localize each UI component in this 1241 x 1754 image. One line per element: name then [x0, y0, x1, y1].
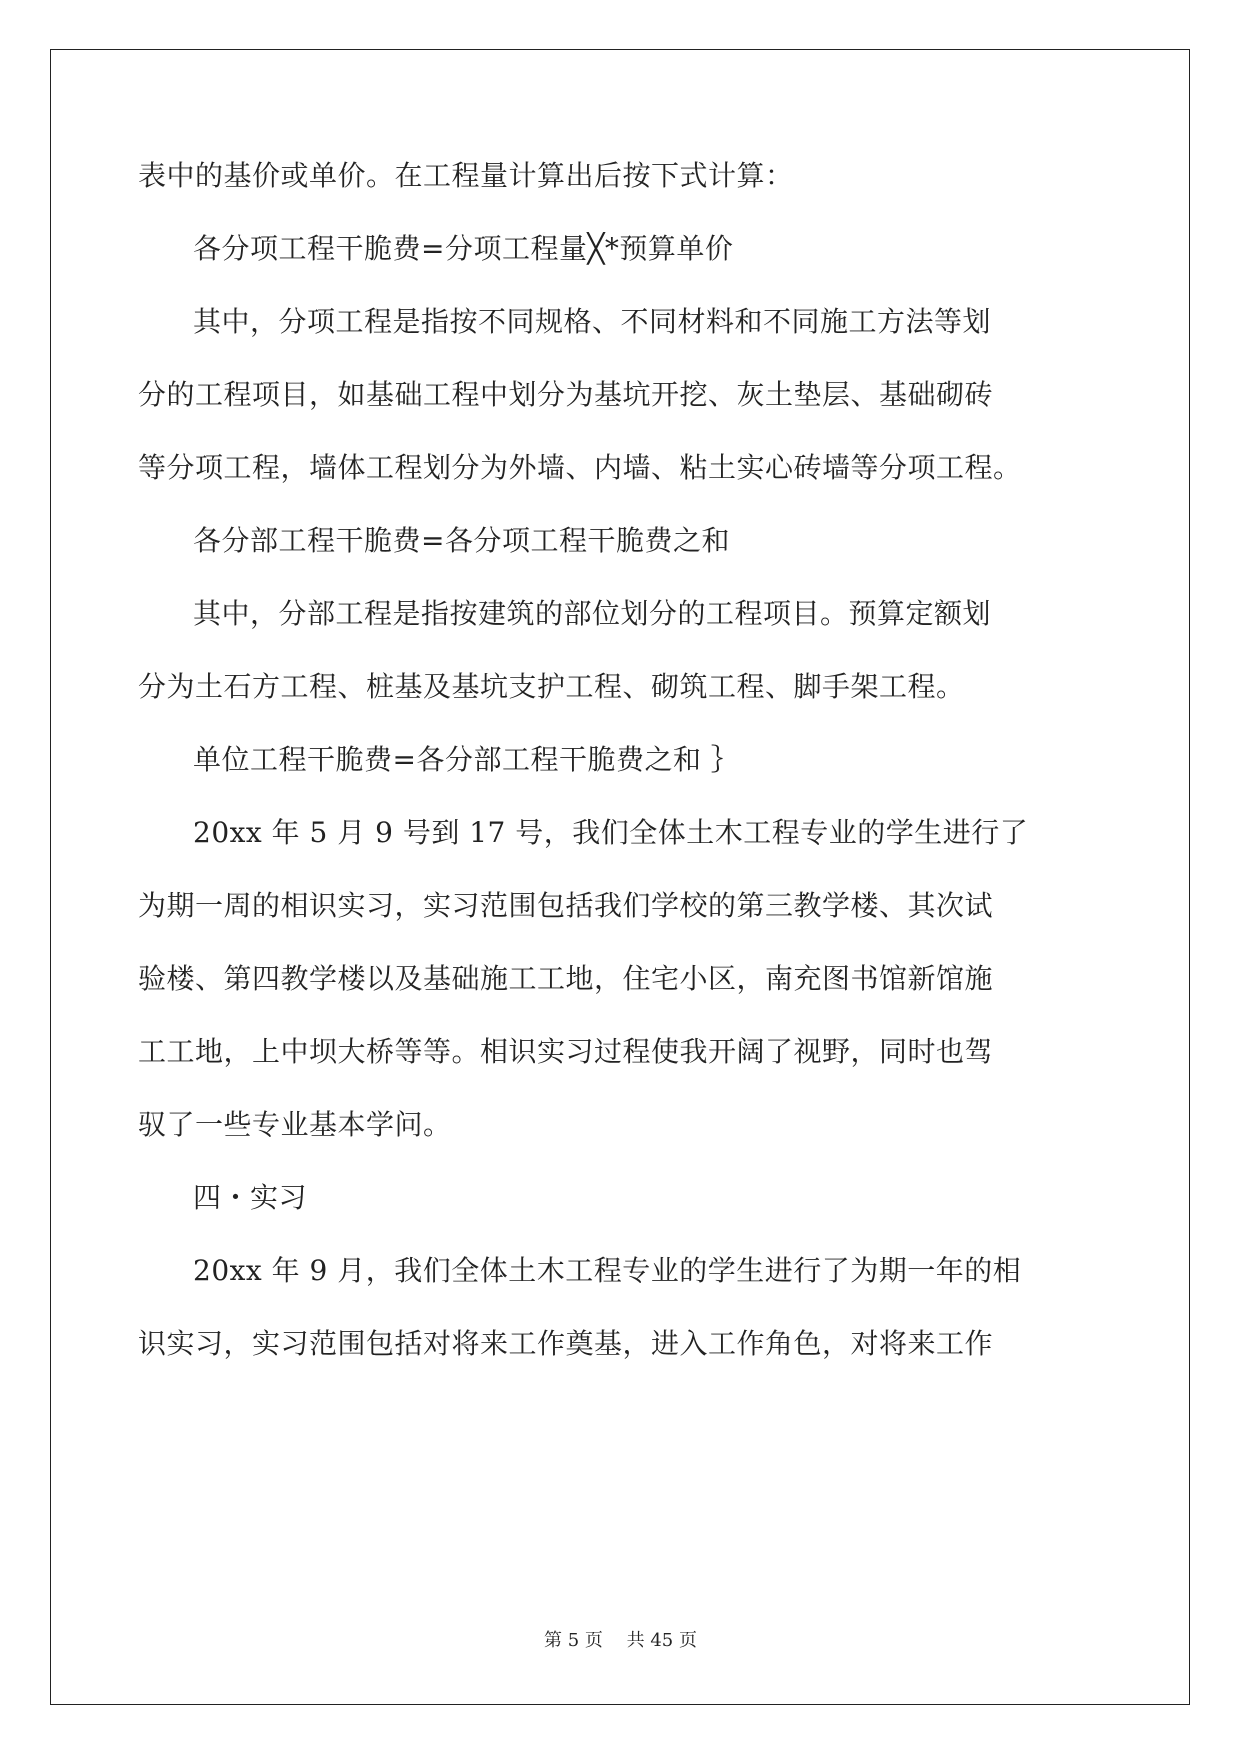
- page-footer: 第 5 页 共 45 页: [544, 1630, 697, 1651]
- text-line: 等分项工程，墙体工程划分为外墙、内墙、粘土实心砖墙等分项工程。: [138, 451, 1022, 484]
- text-line: 为期一周的相识实习，实习范围包括我们学校的第三教学楼、其次试: [138, 889, 994, 922]
- text-line: 验楼、第四教学楼以及基础施工工地，住宅小区，南充图书馆新馆施: [138, 962, 994, 995]
- text-line: 分为土石方工程、桩基及基坑支护工程、砌筑工程、脚手架工程。: [138, 670, 965, 703]
- text-line: 其中，分部工程是指按建筑的部位划分的工程项目。预算定额划: [193, 597, 992, 630]
- text-line: 分的工程项目，如基础工程中划分为基坑开挖、灰土垫层、基础砌砖: [138, 378, 994, 411]
- text-line: 各分项工程干脆费=分项工程量╳*预算单价: [193, 232, 734, 265]
- text-line: 表中的基价或单价。在工程量计算出后按下式计算：: [138, 159, 794, 192]
- text-line: 识实习，实习范围包括对将来工作奠基，进入工作角色，对将来工作: [138, 1327, 994, 1360]
- text-line: 20xx 年 5 月 9 号到 17 号，我们全体土木工程专业的学生进行了: [193, 816, 1029, 849]
- text-line: 其中，分项工程是指按不同规格、不同材料和不同施工方法等划: [193, 305, 992, 338]
- text-line: 各分部工程干脆费=各分项工程干脆费之和: [193, 524, 730, 557]
- page-border: [50, 49, 1190, 1705]
- text-line: 20xx 年 9 月，我们全体土木工程专业的学生进行了为期一年的相: [193, 1254, 1022, 1287]
- text-line: 工工地，上中坝大桥等等。相识实习过程使我开阔了视野，同时也驾: [138, 1035, 994, 1068]
- section-heading: 四・实习: [193, 1181, 308, 1214]
- text-line: 单位工程干脆费=各分部工程干脆费之和 ｝: [193, 743, 740, 776]
- text-line: 驭了一些专业基本学问。: [138, 1108, 452, 1141]
